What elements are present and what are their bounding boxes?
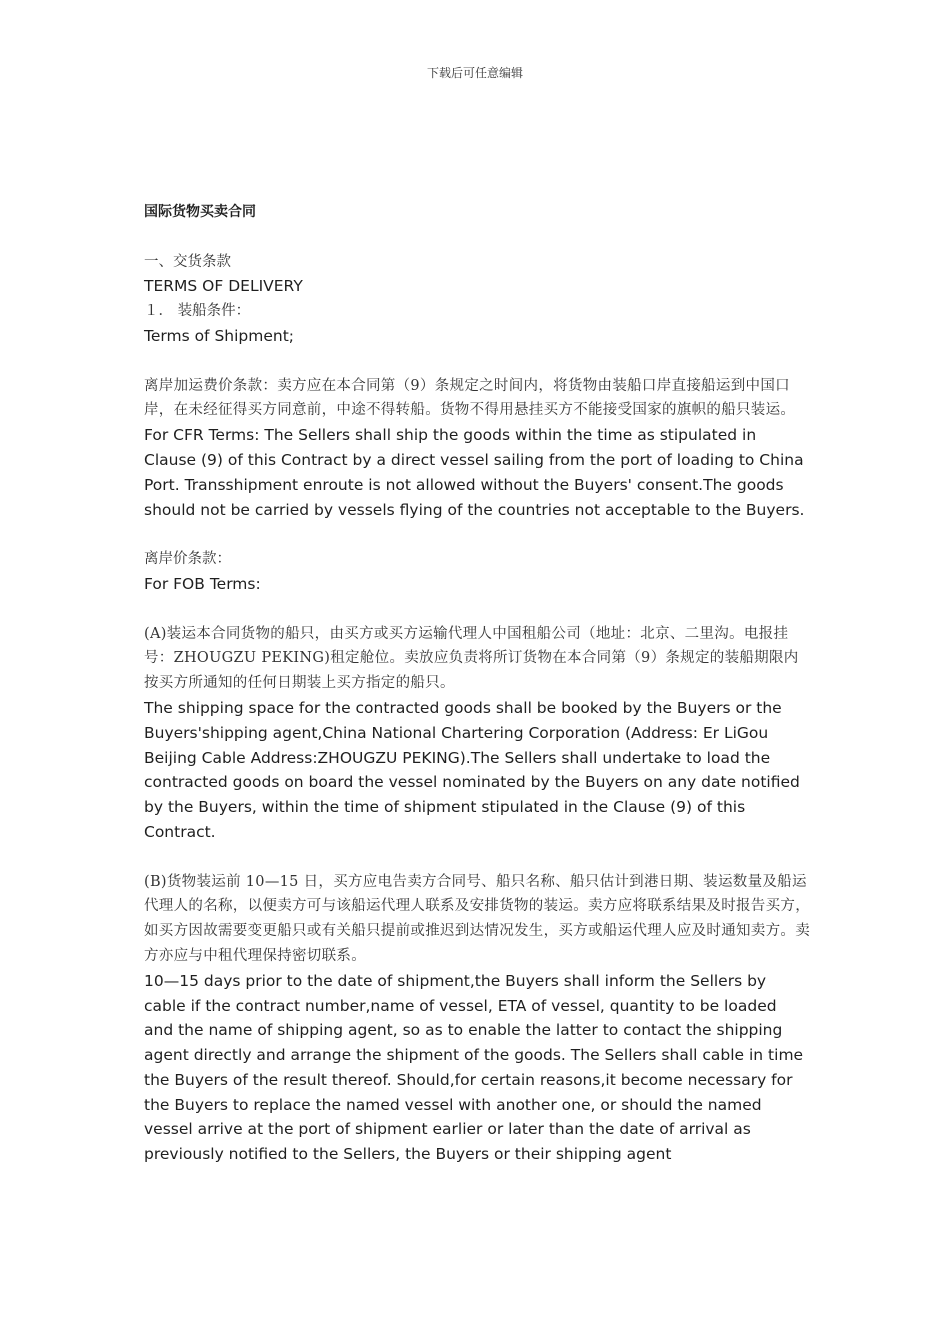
clause-b-en: 10—15 days prior to the date of shipment,the Buyers shall inform the Sellers by cable if the contract number,name of vessel, ETA of vessel, quantity to be loaded and the name of shipping agent, so as to enable the latter to contact the shipping agent directly and arrange the shipment of the goods. The Sellers shall cable in time the Buyers of the result thereof. Should,for certain reasons,it become necessary for the Buyers to replace the named vessel with another one, or should the named vessel arrive at the port of shipment earlier or later than the date of arrival as previously notified to the Sellers, the Buyers or their shipping agent: [144, 971, 804, 1164]
spacer: [144, 597, 810, 622]
clause-a-en: The shipping space for the contracted goods shall be booked by the Buyers or the Buyers'shipping agent,China National Chartering Corporation (Address: Er LiGou Beijing Cable Address:ZHOUGZU PEKING).The Sellers shall undertake to load the contracted goods on board the vessel nominated by the Buyers on any date notified by the Buyers, within the time of shipment stipulated in the Clause (9) of this Contract.: [144, 698, 800, 841]
item-heading-en: Terms of Shipment;: [144, 326, 295, 345]
header-note: 下载后可任意编辑: [426, 66, 523, 80]
spacer: [144, 845, 810, 870]
spacer: [144, 225, 810, 250]
item-heading-cn: １． 装船条件：: [144, 303, 251, 320]
section-heading-cn: 一、交货条款: [144, 253, 231, 270]
clause-b-cn: (B)货物装运前 10—15 日，买方应电告卖方合同号、船只名称、船只估计到港日期、装运数量及船运代理人的名称，以便卖方可与该船运代理人联系及安排货物的装运。卖方应将联系结果及时报告买方，如买方因故需要变更船只或有关船只提前或推迟到达情况发生，买方或船运代理人应及时通知卖方。卖方亦应与中租代理保持密切联系。: [144, 873, 810, 964]
cfr-terms-cn: 离岸加运费价条款：卖方应在本合同第（9）条规定之时间内，将货物由装船口岸直接船运到中国口岸，在未经征得买方同意前，中途不得转船。货物不得用悬挂买方不能接受国家的旗帜的船只装运。: [144, 377, 796, 419]
spacer: [144, 522, 810, 547]
spacer: [144, 349, 810, 374]
section-heading-en: TERMS OF DELIVERY: [144, 277, 303, 296]
clause-a-cn: (A)装运本合同货物的船只，由买方或买方运输代理人中国租船公司（地址：北京、二里沟。电报挂号：ZHOUGZU PEKING)租定舱位。卖放应负责将所订货物在本合同第（9）条规定的装船期限内按买方所通知的任何日期装上买方指定的船只。: [144, 625, 799, 692]
cfr-terms-en: For CFR Terms: The Sellers shall ship the goods within the time as stipulated in Clause (9) of this Contract by a direct vessel sailing from the port of loading to China Port. Transshipment enroute is not allowed without the Buyers' consent.The goods should not be carried by vessels flying of the countries not acceptable to the Buyers.: [144, 426, 805, 519]
fob-heading-en: For FOB Terms:: [144, 574, 261, 593]
fob-heading-cn: 离岸价条款：: [144, 551, 231, 568]
document-body: [144, 200, 810, 1167]
document-title: 国际货物买卖合同: [144, 204, 256, 220]
